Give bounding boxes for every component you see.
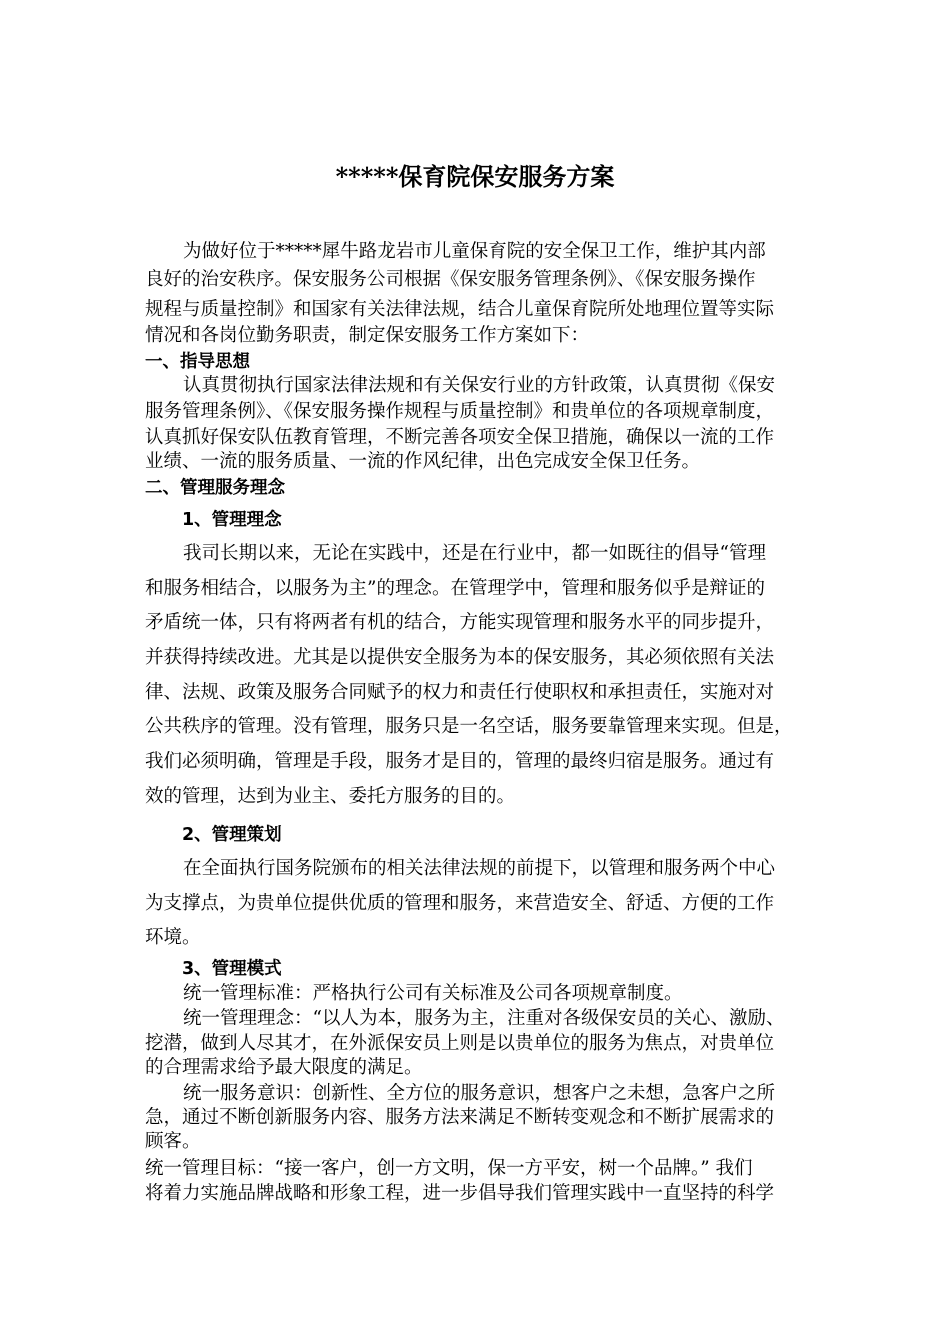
paragraph-line: 将着力实施品牌战略和形象工程，进一步倡导我们管理实践中一直坚持的科学 [145,1183,775,1204]
paragraph-line: 律、法规、政策及服务合同赋予的权力和责任行使职权和承担责任，实施对对 [145,682,775,703]
paragraph-line: 挖潜，做到人尽其才，在外派保安员上则是以贵单位的服务为焦点，对贵单位 [145,1033,775,1054]
paragraph-line: 认真抓好保安队伍教育管理，不断完善各项安全保卫措施，确保以一流的工作 [145,427,775,448]
paragraph-line: 业绩、一流的服务质量、一流的作风纪律，出色完成安全保卫任务。 [145,451,701,472]
intro-line: 为做好位于*****犀牛路龙岩市儿童保育院的安全保卫工作，维护其内部 [183,241,766,262]
paragraph-line: 认真贯彻执行国家法律法规和有关保安行业的方针政策，认真贯彻《保安 [183,375,776,396]
paragraph-line: 顾客。 [145,1131,201,1152]
paragraph-line: 并获得持续改进。尤其是以提供安全服务为本的保安服务，其必须依照有关法 [145,647,775,668]
paragraph-line: 我司长期以来，无论在实践中，还是在行业中，都一如既往的倡导“管理 [183,543,766,564]
subsection-heading: 1、管理理念 [182,510,282,530]
intro-line: 良好的治安秩序。保安服务公司根据《保安服务管理条例》、《保安服务操作 [145,269,756,290]
paragraph-line: 和服务相结合，以服务为主”的理念。在管理学中，管理和服务似乎是辩证的 [145,578,765,599]
paragraph-line: 急，通过不断创新服务内容、服务方法来满足不断转变观念和不断扩展需求的 [145,1107,775,1128]
paragraph-line: 统一服务意识：创新性、全方位的服务意识，想客户之未想，急客户之所 [183,1083,776,1104]
paragraph-line: 我们必须明确，管理是手段，服务才是目的，管理的最终归宿是服务。通过有 [145,751,775,772]
paragraph-line: 效的管理，达到为业主、委托方服务的目的。 [145,786,516,807]
paragraph-line: 统一管理目标：“接一客户，创一方文明，保一方平安，树一个品牌。” 我们 [145,1158,753,1179]
section-heading: 二、管理服务理念 [145,478,285,498]
paragraph-line: 统一管理标准：严格执行公司有关标准及公司各项规章制度。 [183,983,683,1004]
paragraph-line: 矛盾统一体，只有将两者有机的结合，方能实现管理和服务水平的同步提升， [145,612,775,633]
intro-line: 规程与质量控制》和国家有关法律法规，结合儿童保育院所处地理位置等实际 [145,299,775,320]
paragraph-line: 统一管理理念：“以人为本，服务为主，注重对各级保安员的关心、激励、 [183,1008,785,1029]
paragraph-line: 公共秩序的管理。没有管理，服务只是一名空话，服务要靠管理来实现。但是， [145,716,793,737]
subsection-heading: 2、管理策划 [182,825,282,845]
document-title: *****保育院保安服务方案 [335,162,615,191]
paragraph-line: 服务管理条例》、《保安服务操作规程与质量控制》和贵单位的各项规章制度， [145,401,775,422]
intro-line: 情况和各岗位勤务职责，制定保安服务工作方案如下： [145,325,590,346]
section-heading: 一、指导思想 [145,352,250,372]
paragraph-line: 为支撑点，为贵单位提供优质的管理和服务，来营造安全、舒适、方便的工作 [145,893,775,914]
paragraph-line: 的合理需求给予最大限度的满足。 [145,1057,423,1078]
paragraph-line: 在全面执行国务院颁布的相关法律法规的前提下，以管理和服务两个中心 [183,858,776,879]
paragraph-line: 环境。 [145,927,201,948]
subsection-heading: 3、管理模式 [182,959,282,979]
